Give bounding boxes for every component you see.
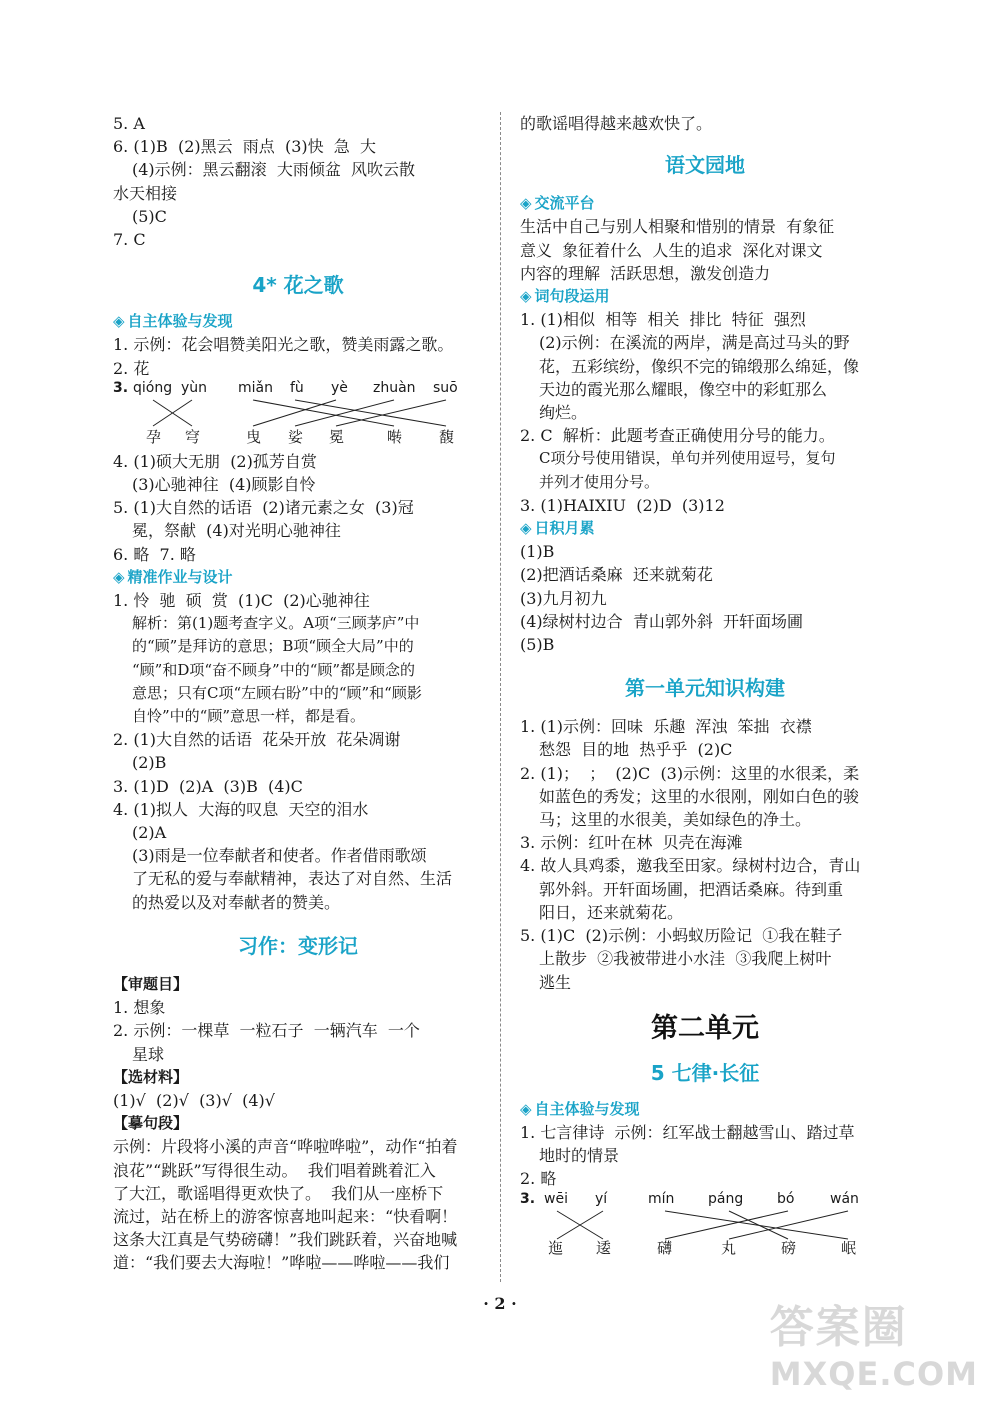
answer-line: 1. (1)相似 相等 相关 排比 特征 强烈 xyxy=(520,310,806,330)
lesson-title: 语文园地 xyxy=(665,153,745,178)
hanzi: 逶 xyxy=(596,1238,612,1257)
answer-line: 愁怨 目的地 热乎乎 (2)C xyxy=(539,740,733,760)
section-heading: ◈ 日积月累 xyxy=(520,519,595,538)
hanzi: 岷 xyxy=(841,1238,857,1257)
explanation-line: C项分号使用错误，单句并列使用逗号，复句 xyxy=(539,449,836,468)
answer-line: (4)绿树村边合 青山郭外斜 开轩面场圃 xyxy=(520,611,804,631)
hanzi: 礴 xyxy=(657,1238,673,1257)
left-column xyxy=(113,112,483,1275)
section-heading: ◈ 自主体验与发现 xyxy=(113,312,233,331)
pinyin: mín xyxy=(648,1190,675,1207)
bracket-heading: 【摹句段】 xyxy=(113,1114,189,1133)
question-number: 3. xyxy=(113,379,129,396)
answer-line: (5)C xyxy=(132,206,167,226)
answer-line: 3. 示例：红叶在林 贝壳在海滩 xyxy=(520,833,743,853)
answer-line: 了大江，歌谣唱得更欢快了。 我们从一座桥下 xyxy=(113,1183,444,1203)
answer-line: 5. A xyxy=(113,114,145,133)
answer-line: 的热爱以及对奉献者的赞美。 xyxy=(132,892,341,912)
pinyin: suō xyxy=(433,379,458,396)
hanzi: 丸 xyxy=(721,1238,737,1257)
diamond-icon: ◈ xyxy=(520,519,532,538)
answer-line: 4. (1)拟人 大海的叹息 天空的泪水 xyxy=(113,799,369,819)
pinyin: wán xyxy=(830,1190,859,1207)
answer-line: 示例：片段将小溪的声音“哗啦哗啦”，动作“拍着 xyxy=(113,1137,458,1157)
answer-line: 花，五彩缤纷，像织不完的锦缎那么绵延，像 xyxy=(539,356,860,376)
answer-line: 1. (1)示例：回味 乐趣 浑浊 笨拙 衣襟 xyxy=(520,717,812,737)
watermark xyxy=(770,1291,978,1393)
answer-line: 4. 故人具鸡黍，邀我至田家。绿树村边合，青山 xyxy=(520,856,861,876)
answer-line: 浪花”“跳跃”写得很生动。 我们唱着跳着汇入 xyxy=(113,1160,436,1180)
answer-line: (2)把酒话桑麻 还来就菊花 xyxy=(520,565,713,585)
answer-line: 2. C 解析：此题考查正确使用分号的能力。 xyxy=(520,426,835,446)
answer-line: 1. 想象 xyxy=(113,998,166,1018)
answer-line: 7. C xyxy=(113,230,146,250)
answer-line: 阳日，还来就菊花。 xyxy=(539,902,684,922)
pinyin: miǎn xyxy=(238,379,273,396)
hanzi: 啭 xyxy=(387,427,403,446)
answer-line: 郭外斜。开轩面场圃，把酒话桑麻。待到重 xyxy=(539,879,844,899)
answer-line: 生活中自己与别人相聚和惜别的情景 有象征 xyxy=(520,217,835,237)
answer-line: 2. 花 xyxy=(113,358,150,378)
answer-line: 水天相接 xyxy=(113,183,178,203)
hanzi: 穹 xyxy=(185,427,201,446)
hanzi: 冕 xyxy=(329,427,345,446)
answer-line: 1. 怜 驰 硕 赏 (1)C (2)心驰神往 xyxy=(113,591,370,611)
pinyin: qióng xyxy=(133,379,173,396)
explanation-line: 并列才使用分号。 xyxy=(539,472,660,491)
pinyin: bó xyxy=(777,1190,795,1207)
unit-heading: 第二单元 xyxy=(651,1012,759,1044)
pinyin-matching xyxy=(113,380,483,450)
answer-line: 3. (1)HAIXIU (2)D (3)12 xyxy=(520,495,725,515)
diamond-icon: ◈ xyxy=(520,287,532,306)
section-heading: ◈ 交流平台 xyxy=(520,194,595,213)
answer-line: 6. (1)B (2)黑云 雨点 (3)快 急 大 xyxy=(113,137,376,157)
answer-line: (2)B xyxy=(132,753,167,773)
pinyin-matching xyxy=(520,1191,890,1261)
lesson-title: 习作：变形记 xyxy=(238,933,358,958)
answer-line: 如蓝色的秀发；这里的水很刚，刚如白色的骏 xyxy=(539,786,860,806)
pinyin: páng xyxy=(708,1190,744,1207)
answer-line: (3)九月初九 xyxy=(520,588,607,608)
answer-line: 2. (1)大自然的话语 花朵开放 花朵凋谢 xyxy=(113,730,401,750)
answer-line: 上散步 ②我被带进小水洼 ③我爬上树叶 xyxy=(539,949,832,969)
answer-line: 5. (1)大自然的话语 (2)诸元素之女 (3)冠 xyxy=(113,498,414,518)
hanzi: 馥 xyxy=(439,427,455,446)
answer-line: (5)B xyxy=(520,635,555,655)
lesson-title: 5 七律·长征 xyxy=(650,1060,760,1085)
answer-line: (2)示例：在溪流的两岸，满是高过马头的野 xyxy=(539,333,850,353)
watermark-logo-text: 答案圈 xyxy=(769,1302,908,1353)
answer-line: (2)A xyxy=(132,823,167,843)
explanation-line: 解析：第(1)题考查字义。A项“三顾茅庐”中 xyxy=(132,614,420,633)
answer-line: 逃生 xyxy=(539,972,572,992)
answer-line: (1)√ (2)√ (3)√ (4)√ xyxy=(113,1090,275,1110)
unit-summary-title: 第一单元知识构建 xyxy=(625,676,785,701)
explanation-line: 的“顾”是拜访的意思；B项“顾全大局”中的 xyxy=(132,637,414,656)
section-heading: ◈ 自主体验与发现 xyxy=(520,1099,640,1118)
answer-line: 1. 七言律诗 示例：红军战士翻越雪山、踏过草 xyxy=(520,1122,855,1142)
section-heading: ◈ 精准作业与设计 xyxy=(113,567,233,586)
page-number: · 2 · xyxy=(483,1294,517,1313)
explanation-line: 意思；只有C项“左顾右盼”中的“顾”和“顾影 xyxy=(132,683,422,702)
hanzi: 娑 xyxy=(288,427,304,446)
pinyin: fù xyxy=(290,379,304,396)
answer-line: (3)雨是一位奉献者和使者。作者借雨歌颂 xyxy=(132,846,427,866)
answer-line: 2. 略 xyxy=(520,1169,557,1189)
diamond-icon: ◈ xyxy=(520,194,532,213)
pinyin: yí xyxy=(595,1190,608,1207)
answer-line: (1)B xyxy=(520,542,555,562)
answer-line: 4. (1)硕大无朋 (2)孤芳自赏 xyxy=(113,451,317,471)
hanzi: 迤 xyxy=(548,1238,564,1257)
answer-line: 6. 略 7. 略 xyxy=(113,544,196,564)
hanzi: 曳 xyxy=(246,427,262,446)
answer-line: 马；这里的水很美，美如绿色的净土。 xyxy=(539,810,812,830)
answer-line: 2. (1)； ； (2)C (3)示例：这里的水很柔，柔 xyxy=(520,763,860,783)
pinyin: zhuàn xyxy=(373,379,416,396)
answer-line: 地时的情景 xyxy=(539,1146,620,1166)
diamond-icon: ◈ xyxy=(113,567,125,586)
answer-line: 意义 象征着什么 人生的追求 深化对课文 xyxy=(520,240,823,260)
answer-line: 内容的理解 活跃思想，激发创造力 xyxy=(520,263,771,283)
bracket-heading: 【选材料】 xyxy=(113,1067,189,1086)
diamond-icon: ◈ xyxy=(113,312,125,331)
answer-line: (3)心驰神往 (4)顾影自怜 xyxy=(132,475,316,495)
pinyin: yè xyxy=(331,379,348,396)
answer-line: 了无私的爱与奉献精神，表达了对自然、生活 xyxy=(132,869,453,889)
section-heading: ◈ 词句段运用 xyxy=(520,287,610,306)
hanzi: 孕 xyxy=(146,427,162,446)
answer-line: 1. 示例：花会唱赞美阳光之歌，赞美雨露之歌。 xyxy=(113,335,454,355)
explanation-line: “顾”和D项“奋不顾身”中的“顾”都是顾念的 xyxy=(132,660,416,679)
explanation-line: 自怜”中的“顾”意思一样，都是看。 xyxy=(132,707,366,726)
lesson-title: 4* 花之歌 xyxy=(252,273,344,298)
bracket-heading: 【审题目】 xyxy=(113,974,189,993)
answer-line: 天边的霞光那么耀眼，像空中的彩虹那么 xyxy=(539,379,828,399)
pinyin: yùn xyxy=(181,379,208,396)
answer-line: (4)示例：黑云翻滚 大雨倾盆 风吹云散 xyxy=(132,160,416,180)
pinyin: wēi xyxy=(544,1190,568,1207)
watermark-url: MXQE.COM xyxy=(769,1355,978,1393)
answer-line: 2. 示例：一棵草 一粒石子 一辆汽车 一个 xyxy=(113,1021,420,1041)
answer-line: 的歌谣唱得越来越欢快了。 xyxy=(520,114,713,133)
answer-line: 绚烂。 xyxy=(539,403,588,423)
answer-line: 5. (1)C (2)示例：小蚂蚁历险记 ①我在鞋子 xyxy=(520,926,843,946)
column-divider xyxy=(500,112,501,1282)
question-number: 3. xyxy=(520,1190,536,1207)
answer-line: 道：“我们要去大海啦！”哗啦——哗啦——我们 xyxy=(113,1253,450,1273)
answer-line: 冕，祭献 (4)对光明心驰神往 xyxy=(132,521,341,541)
diamond-icon: ◈ xyxy=(520,1099,532,1118)
answer-line: 3. (1)D (2)A (3)B (4)C xyxy=(113,776,303,796)
answer-line: 这条大江真是气势磅礴！”我们跳跃着，兴奋地喊 xyxy=(113,1230,458,1250)
right-column xyxy=(520,112,890,1261)
hanzi: 磅 xyxy=(781,1238,797,1257)
answer-line: 星球 xyxy=(132,1044,165,1064)
answer-line: 流过，站在桥上的游客惊喜地叫起来：“快看啊！ xyxy=(113,1206,458,1226)
